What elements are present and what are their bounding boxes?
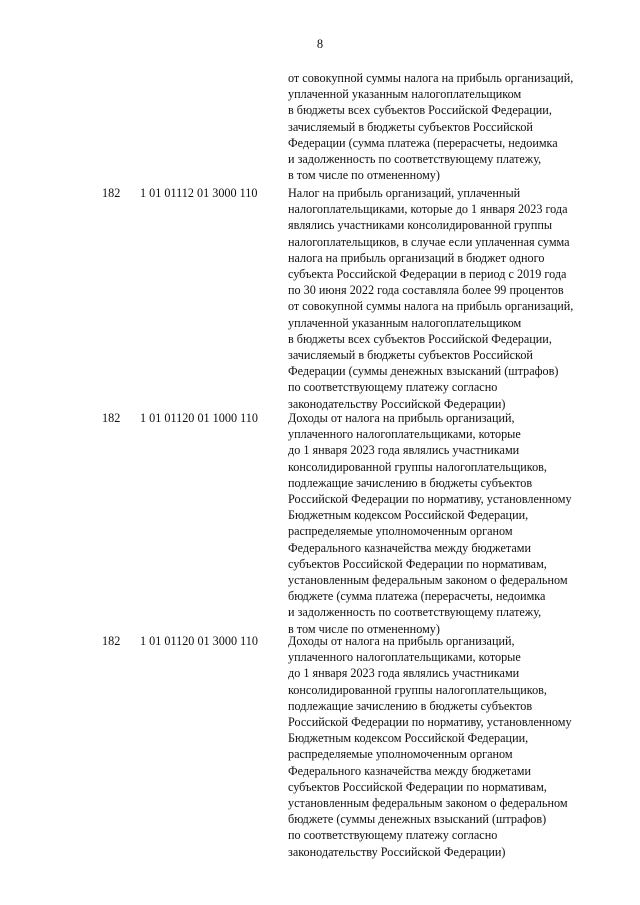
description-line: подлежащие зачислению в бюджеты субъектов bbox=[288, 475, 533, 490]
description-line: бюджете (суммы денежных взысканий (штрафов) bbox=[288, 812, 547, 827]
description-line: Российской Федерации по нормативу, установленному bbox=[288, 492, 572, 507]
description-line: уплаченной указанным налогоплательщиком bbox=[288, 87, 522, 102]
description-line: по 30 июня 2022 года составляла более 99 процентов bbox=[288, 283, 564, 298]
row-description bbox=[288, 410, 618, 637]
row-description bbox=[288, 185, 618, 412]
description-line: Налог на прибыль организаций, уплаченный bbox=[288, 186, 521, 200]
description-line: в том числе по отмененному) bbox=[288, 168, 440, 183]
description-line: по соответствующему платежу согласно bbox=[288, 828, 498, 843]
description-line: по соответствующему платежу согласно bbox=[288, 380, 498, 395]
description-line: бюджете (сумма платежа (перерасчеты, недоимка bbox=[288, 589, 546, 604]
description-line: распределяемые уполномоченным органом bbox=[288, 747, 513, 762]
description-line: распределяемые уполномоченным органом bbox=[288, 524, 513, 539]
description-line: консолидированной группы налогоплательщиков, bbox=[288, 682, 547, 697]
description-line: установленным федеральным законом о федеральном bbox=[288, 796, 568, 811]
description-line: законодательству Российской Федерации) bbox=[288, 396, 506, 411]
description-line: Российской Федерации по нормативу, установленному bbox=[288, 715, 572, 730]
row-description bbox=[288, 633, 618, 860]
description-line: налогоплательщиков, в случае если уплаченная сумма bbox=[288, 234, 570, 249]
description-line: от совокупной суммы налога на прибыль организаций, bbox=[288, 299, 574, 314]
description-line: зачисляемый в бюджеты субъектов Российской bbox=[288, 348, 533, 363]
description-line: Федерального казначейства между бюджетами bbox=[288, 763, 531, 778]
page-number: 8 bbox=[316, 37, 324, 51]
description-line: налога на прибыль организаций в бюджет одного bbox=[288, 250, 545, 265]
description-line: в бюджеты всех субъектов Российской Федерации, bbox=[288, 331, 552, 346]
description-line: установленным федеральным законом о федеральном bbox=[288, 573, 568, 588]
kbk-code: 1 01 01120 01 1000 110 bbox=[140, 411, 258, 425]
description-line: Доходы от налога на прибыль организаций, bbox=[288, 634, 515, 648]
description-line: субъекта Российской Федерации в период с 2019 года bbox=[288, 267, 567, 282]
description-line: законодательству Российской Федерации) bbox=[288, 844, 506, 859]
description-line: в бюджеты всех субъектов Российской Федерации, bbox=[288, 103, 552, 118]
description-line: в том числе по отмененному) bbox=[288, 621, 440, 636]
description-line: Бюджетным кодексом Российской Федерации, bbox=[288, 731, 529, 746]
description-line: Федерального казначейства между бюджетами bbox=[288, 540, 531, 555]
admin-code: 182 bbox=[102, 634, 121, 648]
description-line: являлись участниками консолидированной группы bbox=[288, 218, 553, 233]
kbk-code: 1 01 01120 01 3000 110 bbox=[140, 634, 258, 648]
description-line: Бюджетным кодексом Российской Федерации, bbox=[288, 508, 529, 523]
admin-code: 182 bbox=[102, 186, 121, 200]
description-line: до 1 января 2023 года являлись участниками bbox=[288, 666, 520, 681]
kbk-code: 1 01 01112 01 3000 110 bbox=[140, 186, 258, 200]
description-line: Федерации (сумма платежа (перерасчеты, недоимка bbox=[288, 135, 558, 150]
description-line: субъектов Российской Федерации по нормативам, bbox=[288, 556, 547, 571]
description-line: и задолженность по соответствующему платежу, bbox=[288, 605, 542, 620]
description-line: Доходы от налога на прибыль организаций, bbox=[288, 411, 515, 425]
description-line: до 1 января 2023 года являлись участниками bbox=[288, 443, 520, 458]
admin-code: 182 bbox=[102, 411, 121, 425]
description-line: уплаченного налогоплательщиками, которые bbox=[288, 650, 521, 665]
description-line: Федерации (суммы денежных взысканий (штрафов) bbox=[288, 364, 559, 379]
description-line: уплаченного налогоплательщиками, которые bbox=[288, 427, 521, 442]
description-line: зачисляемый в бюджеты субъектов Российской bbox=[288, 119, 533, 134]
description-line: уплаченной указанным налогоплательщиком bbox=[288, 315, 522, 330]
description-line: и задолженность по соответствующему платежу, bbox=[288, 152, 542, 167]
description-line: подлежащие зачислению в бюджеты субъектов bbox=[288, 698, 533, 713]
description-line: налогоплательщиками, которые до 1 января 2023 года bbox=[288, 202, 568, 217]
continuation-description bbox=[288, 70, 618, 183]
description-line: субъектов Российской Федерации по нормативам, bbox=[288, 779, 547, 794]
description-line: от совокупной суммы налога на прибыль организаций, bbox=[288, 71, 574, 85]
description-line: консолидированной группы налогоплательщиков, bbox=[288, 459, 547, 474]
